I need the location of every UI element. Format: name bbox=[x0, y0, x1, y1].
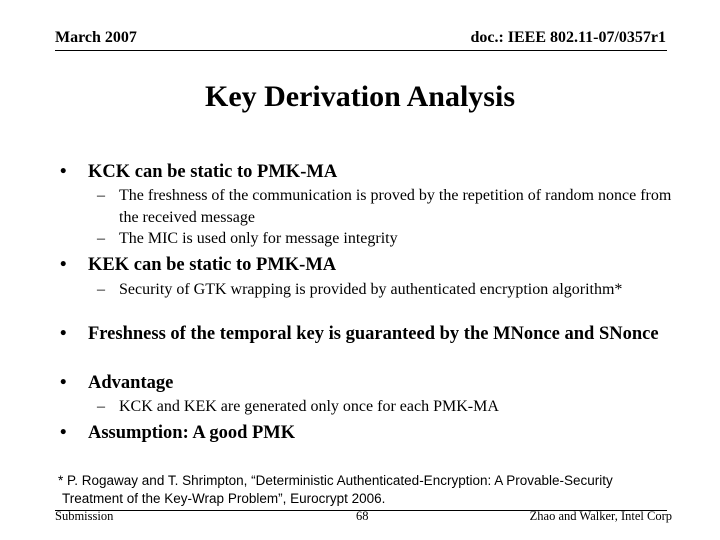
footnote-line-1: * P. Rogaway and T. Shrimpton, “Deterministic Authenticated-Encryption: A Provable-Security bbox=[58, 473, 613, 488]
footer-authors: Zhao and Walker, Intel Corp bbox=[529, 509, 672, 523]
header-date: March 2007 bbox=[55, 29, 137, 46]
bullet-text: Advantage bbox=[88, 373, 174, 393]
bullet-text: Freshness of the temporal key is guaranteed by the MNonce and SNonce bbox=[88, 324, 659, 344]
bullet-marker: • bbox=[60, 324, 67, 344]
bullet-text: KCK can be static to PMK-MA bbox=[88, 162, 338, 182]
sub-bullet-text: KCK and KEK are generated only once for each PMK-MA bbox=[119, 398, 499, 415]
bullet-marker: • bbox=[60, 255, 67, 275]
bullet-marker: • bbox=[60, 423, 67, 443]
sub-bullet-marker: – bbox=[97, 281, 105, 298]
footer-submission: Submission bbox=[55, 509, 114, 523]
header-doc-id: doc.: IEEE 802.11-07/0357r1 bbox=[470, 29, 666, 46]
sub-bullet-marker: – bbox=[97, 398, 105, 415]
sub-bullet-text: The freshness of the communication is proved by the repetition of random nonce from the received message bbox=[119, 187, 672, 226]
header-divider bbox=[55, 50, 667, 51]
sub-bullet-marker: – bbox=[97, 230, 105, 247]
sub-bullet-marker: – bbox=[97, 187, 105, 204]
sub-bullet-text: The MIC is used only for message integrity bbox=[119, 230, 398, 247]
page-number: 68 bbox=[356, 509, 369, 523]
footnote-line-2: Treatment of the Key-Wrap Problem”, Eurocrypt 2006. bbox=[62, 491, 386, 506]
footnote bbox=[58, 472, 668, 508]
bullet-text: Assumption: A good PMK bbox=[88, 423, 296, 443]
slide-title: Key Derivation Analysis bbox=[204, 80, 515, 113]
sub-bullet-text: Security of GTK wrapping is provided by authenticated encryption algorithm* bbox=[119, 281, 623, 298]
bullet-text: KEK can be static to PMK-MA bbox=[88, 255, 337, 275]
bullet-marker: • bbox=[60, 373, 67, 393]
bullet-marker: • bbox=[60, 162, 67, 182]
